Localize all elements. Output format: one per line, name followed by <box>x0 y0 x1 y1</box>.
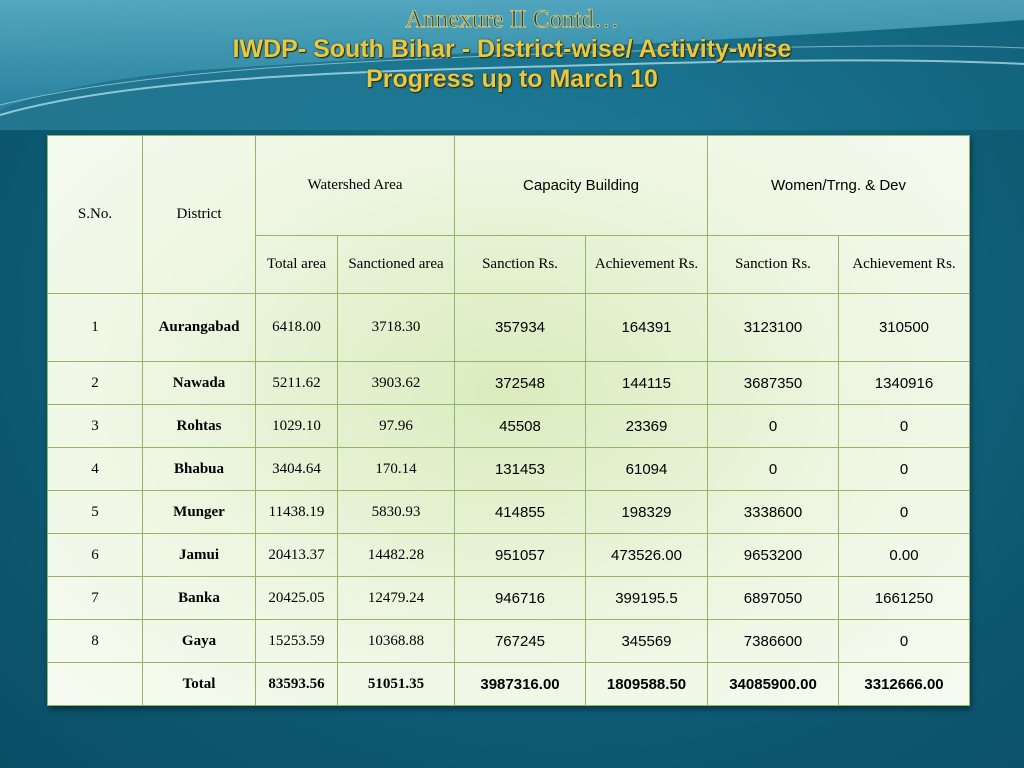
cell-sno: 4 <box>48 448 143 491</box>
cell-wd-sanction: 3123100 <box>708 294 839 362</box>
cell-sno: 8 <box>48 620 143 663</box>
header-cb-sanction: Sanction Rs. <box>455 236 586 294</box>
cell-district: Aurangabad <box>143 294 256 362</box>
cell-sanctioned-area: 97.96 <box>338 405 455 448</box>
header-women-trng-dev: Women/Trng. & Dev <box>708 136 970 236</box>
cell-sno: 3 <box>48 405 143 448</box>
cell-wd-achievement: 0 <box>839 620 970 663</box>
cell-sanctioned-area: 14482.28 <box>338 534 455 577</box>
cell-district: Rohtas <box>143 405 256 448</box>
cell-wd-achievement: 0 <box>839 448 970 491</box>
cell-total-area: 1029.10 <box>256 405 338 448</box>
cell-cb-sanction: 414855 <box>455 491 586 534</box>
header-watershed-area: Watershed Area <box>256 136 455 236</box>
table-row <box>48 534 970 577</box>
header-total-area: Total area <box>256 236 338 294</box>
cell-sno <box>48 663 143 706</box>
cell-district: Munger <box>143 491 256 534</box>
cell-total-area: 11438.19 <box>256 491 338 534</box>
cell-wd-achievement: 1340916 <box>839 362 970 405</box>
table-row <box>48 577 970 620</box>
cell-cb-achievement: 23369 <box>586 405 708 448</box>
cell-cb-achievement: 345569 <box>586 620 708 663</box>
slide-title <box>0 6 1024 94</box>
header-wd-achievement: Achievement Rs. <box>839 236 970 294</box>
cell-wd-sanction: 34085900.00 <box>708 663 839 706</box>
cell-sanctioned-area: 3903.62 <box>338 362 455 405</box>
cell-district: Bhabua <box>143 448 256 491</box>
cell-cb-achievement: 61094 <box>586 448 708 491</box>
header-wd-sanction: Sanction Rs. <box>708 236 839 294</box>
cell-sanctioned-area: 5830.93 <box>338 491 455 534</box>
cell-cb-achievement: 1809588.50 <box>586 663 708 706</box>
cell-district: Gaya <box>143 620 256 663</box>
header-sanctioned-area: Sanctioned area <box>338 236 455 294</box>
cell-district: Banka <box>143 577 256 620</box>
cell-cb-sanction: 3987316.00 <box>455 663 586 706</box>
cell-sno: 5 <box>48 491 143 534</box>
cell-sno: 7 <box>48 577 143 620</box>
cell-sanctioned-area: 10368.88 <box>338 620 455 663</box>
cell-sanctioned-area: 3718.30 <box>338 294 455 362</box>
header-district: District <box>143 136 256 294</box>
cell-cb-sanction: 372548 <box>455 362 586 405</box>
table-body <box>48 294 970 663</box>
cell-sno: 1 <box>48 294 143 362</box>
cell-cb-achievement: 399195.5 <box>586 577 708 620</box>
table-row <box>48 448 970 491</box>
cell-cb-achievement: 144115 <box>586 362 708 405</box>
cell-wd-achievement: 310500 <box>839 294 970 362</box>
cell-sanctioned-area: 170.14 <box>338 448 455 491</box>
cell-wd-sanction: 6897050 <box>708 577 839 620</box>
cell-wd-sanction: 0 <box>708 405 839 448</box>
table-row-total <box>48 663 970 706</box>
cell-total-area: 20425.05 <box>256 577 338 620</box>
progress-table-container <box>47 135 969 706</box>
cell-cb-achievement: 473526.00 <box>586 534 708 577</box>
table-row <box>48 620 970 663</box>
cell-total-area: 83593.56 <box>256 663 338 706</box>
cell-total-area: 15253.59 <box>256 620 338 663</box>
progress-table <box>47 135 970 706</box>
cell-wd-sanction: 3338600 <box>708 491 839 534</box>
table-row <box>48 405 970 448</box>
table-header-row <box>48 136 970 236</box>
cell-total-area: 20413.37 <box>256 534 338 577</box>
cell-district: Total <box>143 663 256 706</box>
cell-cb-achievement: 164391 <box>586 294 708 362</box>
cell-wd-sanction: 0 <box>708 448 839 491</box>
cell-district: Nawada <box>143 362 256 405</box>
cell-sno: 2 <box>48 362 143 405</box>
cell-district: Jamui <box>143 534 256 577</box>
cell-wd-achievement: 1661250 <box>839 577 970 620</box>
cell-total-area: 6418.00 <box>256 294 338 362</box>
cell-wd-sanction: 3687350 <box>708 362 839 405</box>
cell-wd-sanction: 7386600 <box>708 620 839 663</box>
cell-total-area: 5211.62 <box>256 362 338 405</box>
cell-sanctioned-area: 12479.24 <box>338 577 455 620</box>
cell-wd-achievement: 3312666.00 <box>839 663 970 706</box>
title-line-progress: Progress up to March 10 <box>366 65 658 93</box>
header-cb-achievement: Achievement Rs. <box>586 236 708 294</box>
cell-wd-achievement: 0 <box>839 405 970 448</box>
cell-total-area: 3404.64 <box>256 448 338 491</box>
cell-wd-sanction: 9653200 <box>708 534 839 577</box>
table-row <box>48 491 970 534</box>
cell-wd-achievement: 0 <box>839 491 970 534</box>
cell-cb-sanction: 767245 <box>455 620 586 663</box>
cell-cb-sanction: 946716 <box>455 577 586 620</box>
cell-wd-achievement: 0.00 <box>839 534 970 577</box>
header-capacity-building: Capacity Building <box>455 136 708 236</box>
table-row <box>48 362 970 405</box>
cell-sno: 6 <box>48 534 143 577</box>
header-sno: S.No. <box>48 136 143 294</box>
cell-sanctioned-area: 51051.35 <box>338 663 455 706</box>
cell-cb-sanction: 951057 <box>455 534 586 577</box>
title-line-iwdp: IWDP- South Bihar - District-wise/ Activity-wise <box>232 35 792 63</box>
cell-cb-sanction: 131453 <box>455 448 586 491</box>
cell-cb-sanction: 45508 <box>455 405 586 448</box>
title-line-annexure: Annexure II Contd… <box>405 6 619 33</box>
cell-cb-sanction: 357934 <box>455 294 586 362</box>
table-row <box>48 294 970 362</box>
cell-cb-achievement: 198329 <box>586 491 708 534</box>
